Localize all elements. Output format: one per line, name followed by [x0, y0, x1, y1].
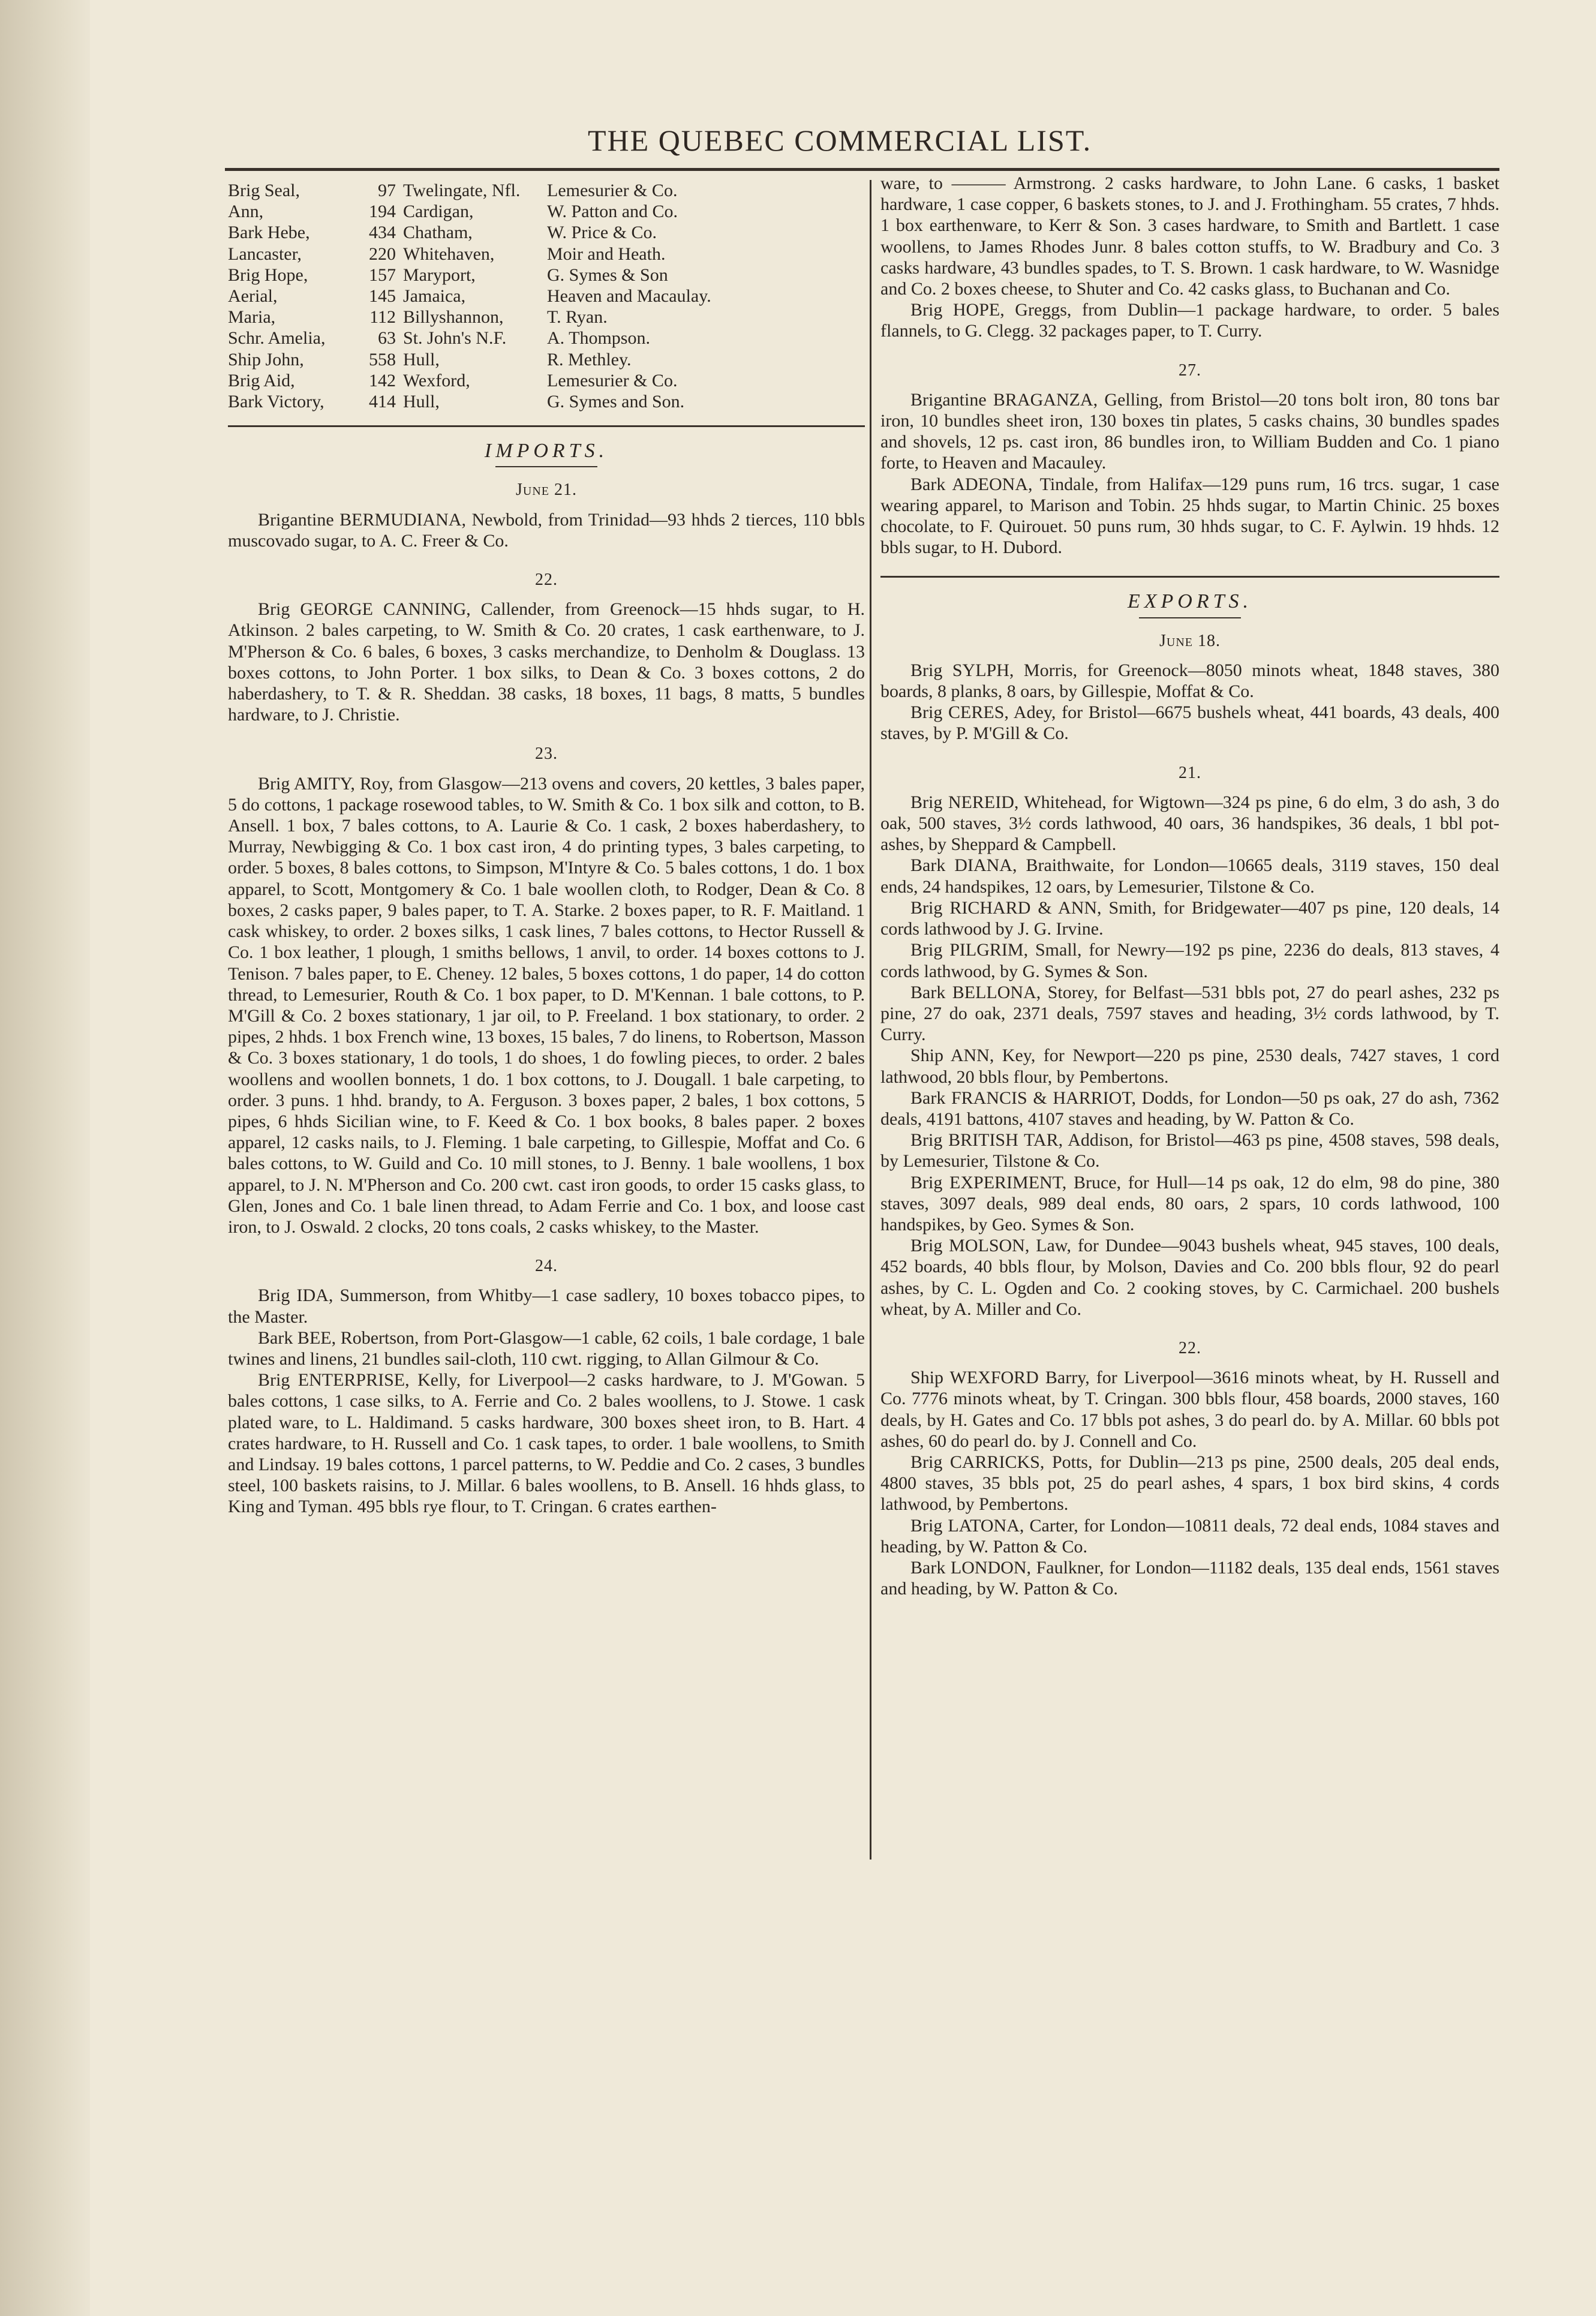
imports-entry: Brig ENTERPRISE, Kelly, for Liverpool—2 casks hardware, to J. M'Gowan. 5 bales cottons, 1 case silks, to A. Ferrie and Co. 2 bales woollens, to J. Stowe. 1 cask plated ware, to L. Haldimand. 5 casks hardware, 300 boxes sheet iron, to B. Hart. 4 crates hardware, to H. Russell and Co. 1 cask tapes, to order. 1 bale woollens, to Smith and Lindsay. 19 bales cottons, 1 parcel patterns, to W. Peddie and Co. 2 cases, 3 bundles steel, 100 baskets raisins, to J. Millar. 6 bales woollens, to B. Ansell. 16 hhds glass, to King and Tyman. 495 bbls rye flour, to T. Cringan. 6 crates earthen-	[228, 1370, 865, 1517]
arrival-vessel: Brig Aid,	[228, 370, 295, 390]
arrival-row	[228, 391, 865, 412]
arrival-tons: 63	[378, 328, 396, 349]
arrival-consignee: G. Symes and Son.	[547, 392, 685, 412]
exports-entry: Brig CARRICKS, Potts, for Dublin—213 ps pine, 2500 deals, 205 deal ends, 4800 staves, 35 bbls pot, 25 do pearl ashes, 4 spars, 1 box bird skins, 4 cords lathwood, by Pembertons.	[880, 1452, 1499, 1515]
imports-date: 24.	[535, 1257, 558, 1276]
imports-entry: Bark BEE, Robertson, from Port-Glasgow—1 cable, 62 coils, 1 bale cordage, 1 bale twines and linens, 21 bundles sail-cloth, 110 cwt. rigging, to Allan Gilmour & Co.	[228, 1327, 865, 1369]
exports-entry: Brig CERES, Adey, for Bristol—6675 bushels wheat, 441 boards, 43 deals, 400 staves, by P. M'Gill & Co.	[880, 702, 1499, 744]
arrival-port: Maryport,	[403, 265, 476, 285]
arrival-tons: 220	[369, 244, 396, 264]
exports-date: 21.	[1179, 763, 1201, 782]
arrival-row	[228, 370, 865, 391]
arrival-consignee: Moir and Heath.	[547, 244, 666, 264]
arrival-tons: 558	[369, 349, 396, 370]
exports-entry: Brig BRITISH TAR, Addison, for Bristol—463 ps pine, 4508 staves, 598 deals, by Lemesurier, Tilstone & Co.	[880, 1130, 1499, 1171]
arrival-port: Chatham,	[403, 223, 473, 243]
arrival-port: Wexford,	[403, 370, 470, 390]
exports-entry: Brig SYLPH, Morris, for Greenock—8050 minots wheat, 1848 staves, 380 boards, 8 planks, 8 oars, by Gillespie, Moffat & Co.	[880, 660, 1499, 702]
arrival-consignee: A. Thompson.	[547, 328, 650, 349]
exports-entry: Brig RICHARD & ANN, Smith, for Bridgewater—407 ps pine, 120 deals, 14 cords lathwood by J. G. Irvine.	[880, 897, 1499, 939]
exports-entry: Bark DIANA, Braithwaite, for London—10665 deals, 3119 staves, 150 deal ends, 24 handspikes, 12 oars, by Lemesurier, Tilstone & Co.	[880, 855, 1499, 897]
imports-entry: Brigantine BRAGANZA, Gelling, from Bristol—20 tons bolt iron, 80 tons bar iron, 10 bundles sheet iron, 130 boxes tin plates, 5 casks chains, 30 bundles spades and shovels, 12 ps. cast iron, 86 bundles iron, to William Budden and Co. 1 piano forte, to Heaven and Macauley.	[880, 389, 1499, 473]
imports-entry-continued: ware, to ——— Armstrong. 2 casks hardware, to John Lane. 6 casks, 1 basket hardware, 1 case copper, 6 baskets stones, to J. and J. Frothingham. 55 crates, 7 hhds. 1 box earthenware, to Kerr & Son. 3 cases hardware, to Smith and Bartlett. 1 case woollens, to James Rhodes Junr. 8 bales cotton stuffs, to W. Bradbury and Co. 3 casks hardware, 43 bundles spades, to T. S. Brown. 1 cask hardware, to W. Wasnidge and Co. 2 boxes cheese, to Shuter and Co. 42 casks glass, to Buchanan and Co.	[880, 173, 1499, 299]
arrival-vessel: Ann,	[228, 202, 264, 222]
imports-entry: Brig IDA, Summerson, from Whitby—1 case sadlery, 10 boxes tobacco pipes, to the Master.	[228, 1285, 865, 1327]
arrival-vessel: Bark Hebe,	[228, 223, 310, 243]
column-divider	[870, 180, 871, 1860]
page-title: THE QUEBEC COMMERCIAL LIST.	[588, 124, 1092, 157]
arrival-tons: 112	[369, 307, 396, 328]
imports-date: 23.	[535, 744, 558, 764]
arrival-port: Cardigan,	[403, 202, 474, 222]
imports-entry: Brig AMITY, Roy, from Glasgow—213 ovens and covers, 20 kettles, 3 bales paper, 5 do cottons, 1 package rosewood tables, to W. Smith & Co. 1 box silk and cotton, to B. Ansell. 1 box, 7 bales cottons, to A. Laurie & Co. 1 cask, 2 boxes haberdashery, to Murray, Newbigging & Co. 1 box cast iron, 4 do printing types, 3 bales carpeting, to order. 5 boxes, 8 bales cottons, to Simpson, M'Intyre & Co. 5 bales cottons, 1 do. 1 box apparel, to Scott, Montgomery & Co. 1 bale woollen cloth, to Rodger, Dean & Co. 8 boxes, 2 casks paper, 9 bales paper, to T. A. Starke. 2 boxes paper, to R. F. Maitland. 1 cask whiskey, to order. 2 boxes silks, 1 cask lines, 7 bales cottons, to Hector Russell & Co. 1 box leather, 1 plough, 1 smiths bellows, 1 anvil, to order. 14 boxes cottons to J. Tenison. 7 bales paper, to E. Cheney. 12 bales, 5 boxes cottons, 1 do paper, 14 do cotton thread, to Lemesurier, Routh & Co. 1 box paper, to D. M'Kennan. 1 bale cottons, to P. M'Gill & Co. 2 boxes stationary, 1 jar oil, to P. Freeland. 1 box stationary, to order. 2 pipes, 2 hhds. 1 box French wine, 13 boxes, 15 bales, 7 do linens, to Robertson, Masson & Co. 3 boxes stationary, 1 do tools, 1 do shoes, 1 do fowling pieces, to order. 2 bales woollens and woollen bonnets, 1 do. 1 box cottons, to J. Dougall. 1 bale carpeting, to order. 3 puns. 1 hhd. brandy, to A. Ferguson. 3 boxes paper, 2 bales, 1 box cottons, 5 pipes, 6 hhds Sicilian wine, to F. Keed & Co. 1 box books, 8 bales paper. 2 boxes apparel, 12 casks nails, to J. Fleming. 1 bale carpeting, to Gillespie, Moffat and Co. 6 bales cottons, to W. Guild and Co. 10 mill stones, to J. Benny. 1 bale woollens, 1 box apparel, to J. N. M'Pherson and Co. 200 cwt. cast iron goods, to order 15 casks glass, to Glen, Jones and Co. 1 bale linen thread, to Adam Ferrie and Co. 1 box, and loose cast iron, to J. Oswald. 2 clocks, 20 tons coals, 2 casks whiskey, to the Master.	[228, 773, 865, 1237]
imports-day-group	[228, 773, 865, 1237]
arrival-vessel: Maria,	[228, 307, 276, 328]
exports-entry: Bark LONDON, Faulkner, for London—11182 deals, 135 deal ends, 1561 staves and heading, by W. Patton & Co.	[880, 1557, 1499, 1599]
imports-left-list	[228, 479, 865, 1517]
exports-list	[880, 630, 1499, 1600]
arrival-port: Twelingate, Nfl.	[403, 181, 521, 200]
arrivals-table	[228, 180, 865, 412]
arrival-row	[228, 180, 865, 201]
arrival-row	[228, 328, 865, 349]
imports-date: 27.	[1179, 361, 1201, 380]
arrival-consignee: Lemesurier & Co.	[547, 370, 678, 390]
arrival-consignee: R. Methley.	[547, 349, 632, 370]
arrival-port: Whitehaven,	[403, 244, 495, 264]
arrivals-rule	[228, 425, 865, 427]
left-column	[228, 180, 865, 1536]
arrival-vessel: Aerial,	[228, 286, 278, 307]
arrival-consignee: Lemesurier & Co.	[547, 181, 678, 200]
exports-day-group	[880, 660, 1499, 744]
imports-entry: Brigantine BERMUDIANA, Newbold, from Trinidad—93 hhds 2 tierces, 110 bbls muscovado sugar, to A. C. Freer & Co.	[228, 509, 865, 551]
arrival-consignee: T. Ryan.	[547, 307, 608, 328]
arrival-row	[228, 201, 865, 222]
header-rule	[225, 168, 1499, 171]
imports-heading: IMPORTS.	[484, 440, 609, 462]
arrival-port: Billyshannon,	[403, 307, 504, 328]
imports-heading-rule	[495, 466, 597, 467]
arrival-tons: 434	[369, 223, 396, 243]
imports-day-group	[228, 1285, 865, 1517]
right-column	[880, 173, 1499, 1617]
arrival-tons: 414	[369, 392, 396, 412]
exports-entry: Ship ANN, Key, for Newport—220 ps pine, 2530 deals, 7427 staves, 1 cord lathwood, 20 bbls flour, by Pembertons.	[880, 1046, 1499, 1087]
exports-rule	[880, 576, 1499, 578]
arrival-consignee: W. Patton and Co.	[547, 202, 678, 222]
imports-entry: Bark ADEONA, Tindale, from Halifax—129 puns rum, 16 trcs. sugar, 1 case wearing apparel, to Marison and Tobin. 25 hhds sugar, to Martin Chinic. 25 boxes chocolate, to F. Quirouet. 50 puns rum, 30 hhds sugar, to C. F. Aylwin. 19 hhds. 12 bbls sugar, to H. Dubord.	[880, 474, 1499, 558]
arrival-vessel: Lancaster,	[228, 244, 302, 264]
arrival-consignee: G. Symes & Son	[547, 265, 668, 285]
exports-date: June 18.	[1159, 631, 1221, 650]
arrival-vessel: Schr. Amelia,	[228, 328, 326, 349]
arrival-tons: 97	[378, 181, 396, 200]
exports-entry: Brig PILGRIM, Small, for Newry—192 ps pine, 2236 do deals, 813 staves, 4 cords lathwood, by G. Symes & Son.	[880, 940, 1499, 981]
book-spine-shadow	[0, 0, 90, 2316]
exports-heading-rule	[1139, 617, 1241, 618]
arrival-tons: 157	[369, 265, 396, 285]
exports-entry: Brig NEREID, Whitehead, for Wigtown—324 ps pine, 6 do elm, 3 do ash, 3 do oak, 500 staves, 3½ cords lathwood, 40 oars, 36 handspikes, 36 deals, 1 bbl pot-ashes, by Sheppard & Campbell.	[880, 792, 1499, 855]
exports-heading: EXPORTS.	[1127, 590, 1253, 613]
exports-entry: Brig EXPERIMENT, Bruce, for Hull—14 ps oak, 12 do elm, 98 do pine, 380 staves, 3097 deals, 989 deal ends, 80 oars, 2 spars, 10 cords lathwood, 100 handspikes, by Geo. Symes & Son.	[880, 1172, 1499, 1234]
exports-entry: Bark BELLONA, Storey, for Belfast—531 bbls pot, 27 do pearl ashes, 232 ps pine, 27 do oak, 2371 deals, 7597 staves and heading, 3½ cords lathwood, by T. Curry.	[880, 982, 1499, 1045]
arrival-port: St. John's N.F.	[403, 328, 507, 349]
arrival-vessel: Bark Victory,	[228, 392, 324, 412]
arrival-vessel: Ship John,	[228, 349, 304, 370]
imports-date: June 21.	[516, 480, 577, 500]
imports-date: 22.	[535, 570, 558, 590]
arrival-vessel: Brig Hope,	[228, 265, 308, 285]
arrival-row	[228, 265, 865, 286]
imports-day-group	[228, 509, 865, 551]
arrival-tons: 145	[369, 286, 396, 307]
arrival-consignee: Heaven and Macaulay.	[547, 286, 711, 307]
imports-day-group	[880, 389, 1499, 558]
arrival-port: Hull,	[403, 392, 440, 412]
imports-entry: Brig HOPE, Greggs, from Dublin—1 package hardware, to order. 5 bales flannels, to G. Clegg. 32 packages paper, to T. Curry.	[880, 300, 1499, 341]
exports-entry: Ship WEXFORD Barry, for Liverpool—3616 minots wheat, by H. Russell and Co. 7776 minots wheat, by T. Cringan. 300 bbls flour, 458 boards, 2000 staves, 160 deals, by H. Gates and Co. 17 bbls pot ashes, 3 do pearl do. by A. Millar. 60 bbls pot ashes, 60 do pearl do. by J. Connell and Co.	[880, 1368, 1499, 1451]
imports-right-list	[880, 173, 1499, 558]
arrival-row	[228, 244, 865, 265]
arrival-row	[228, 349, 865, 370]
exports-entry: Bark FRANCIS & HARRIOT, Dodds, for London—50 ps oak, 27 do ash, 7362 deals, 4191 battons, 4107 staves and heading, by W. Patton & Co.	[880, 1088, 1499, 1129]
arrival-tons: 194	[369, 202, 396, 222]
arrival-vessel: Brig Seal,	[228, 181, 300, 200]
imports-day-group	[880, 173, 1499, 342]
imports-entry: Brig GEORGE CANNING, Callender, from Greenock—15 hhds sugar, to H. Atkinson. 2 bales carpeting, to W. Smith & Co. 20 crates, 1 cask earthenware, to J. M'Pherson & Co. 6 bales, 6 boxes, 3 casks merchandize, to Denholm & Douglass. 13 boxes cottons, to John Porter. 1 box silks, to Dean & Co. 3 boxes cottons, 2 do haberdashery, to T. & R. Sheddan. 38 casks, 18 boxes, 11 bags, 8 matts, 5 bundles hardware, to J. Christie.	[228, 599, 865, 725]
exports-day-group	[880, 1367, 1499, 1599]
arrival-consignee: W. Price & Co.	[547, 223, 657, 243]
arrival-row	[228, 286, 865, 307]
imports-day-group	[228, 599, 865, 725]
arrival-row	[228, 222, 865, 243]
exports-day-group	[880, 792, 1499, 1320]
exports-entry: Brig LATONA, Carter, for London—10811 deals, 72 deal ends, 1084 staves and heading, by W. Patton & Co.	[880, 1515, 1499, 1557]
arrival-port: Jamaica,	[403, 286, 466, 307]
exports-entry: Brig MOLSON, Law, for Dundee—9043 bushels wheat, 945 staves, 100 deals, 452 boards, 40 bbls flour, by Molson, Davies and Co. 200 bbls flour, 92 do pearl ashes, by C. L. Ogden and Co. 2 cooking stoves, by C. Carmichael. 200 bushels wheat, by A. Miller and Co.	[880, 1236, 1499, 1319]
exports-date: 22.	[1179, 1338, 1201, 1357]
arrival-row	[228, 307, 865, 328]
arrival-port: Hull,	[403, 349, 440, 370]
arrival-tons: 142	[369, 370, 396, 390]
